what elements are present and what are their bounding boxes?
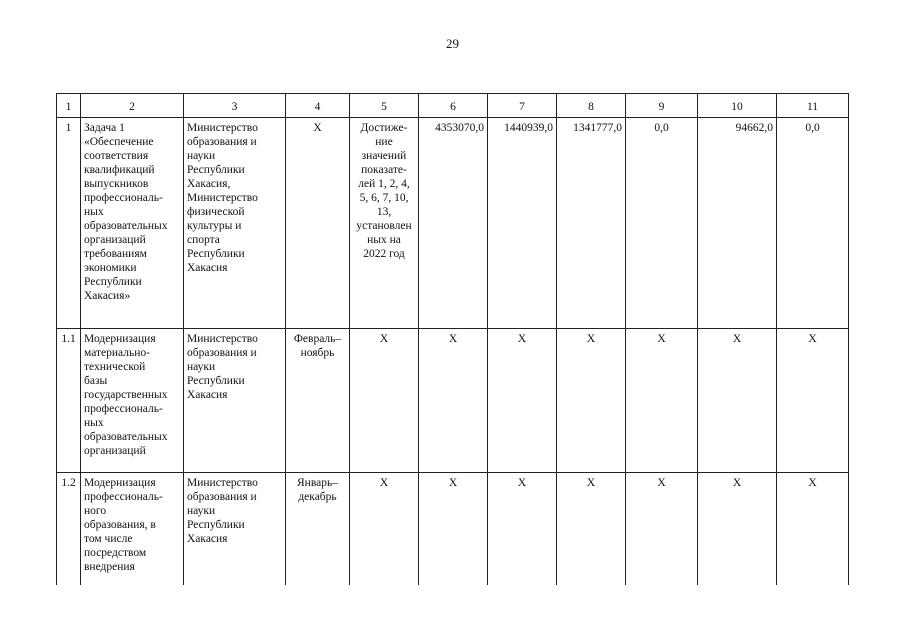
row-number-cell: 1 [57,118,81,329]
value-cell-6: Х [419,473,488,586]
value-cell-9: Х [626,329,698,473]
executor-cell: Министерство образования и науки Республики Хакасия [184,473,286,586]
executor-cell: Министерство образования и науки Республики Хакасия, Министерство физической культуры и спорта Республики Хакасия [184,118,286,329]
value-cell-7: 1440939,0 [488,118,557,329]
header-cell-6: 6 [419,94,488,118]
value-cell-11: 0,0 [777,118,849,329]
value-cell-11: Х [777,473,849,586]
value-cell-8: Х [557,473,626,586]
result-cell: Достиже- ние значений показате- лей 1, 2, 4, 5, 6, 7, 10, 13, установлен ных на 2022 год [350,118,419,329]
task-name-cell: Задача 1 «Обеспечение соответствия квалификаций выпускников профессиональ- ных образовательных организаций требованиям экономики Республики Хакасия» [81,118,184,329]
header-cell-7: 7 [488,94,557,118]
result-cell: Х [350,473,419,586]
period-cell: Январь– декабрь [286,473,350,586]
value-cell-8: Х [557,329,626,473]
header-row [57,94,849,118]
header-cell-1: 1 [57,94,81,118]
task-name-cell: Модернизация профессиональ- ного образования, в том числе посредством внедрения [81,473,184,586]
result-cell: Х [350,329,419,473]
row-number-cell: 1.2 [57,473,81,586]
header-cell-2: 2 [81,94,184,118]
table-row [57,329,849,473]
task-name-cell: Модернизация материально- технической базы государственных профессиональ- ных образовательных организаций [81,329,184,473]
table-row [57,118,849,329]
header-cell-11: 11 [777,94,849,118]
value-cell-6: Х [419,329,488,473]
header-cell-4: 4 [286,94,350,118]
value-cell-11: Х [777,329,849,473]
header-cell-10: 10 [698,94,777,118]
row-number-cell: 1.1 [57,329,81,473]
executor-cell: Министерство образования и науки Республики Хакасия [184,329,286,473]
value-cell-7: Х [488,329,557,473]
value-cell-10: 94662,0 [698,118,777,329]
program-table [56,93,849,585]
period-cell: Х [286,118,350,329]
value-cell-6: 4353070,0 [419,118,488,329]
header-cell-3: 3 [184,94,286,118]
value-cell-9: Х [626,473,698,586]
value-cell-10: Х [698,473,777,586]
table-row [57,473,849,586]
page-number: 29 [446,36,459,51]
header-cell-9: 9 [626,94,698,118]
value-cell-10: Х [698,329,777,473]
period-cell: Февраль– ноябрь [286,329,350,473]
header-cell-5: 5 [350,94,419,118]
value-cell-7: Х [488,473,557,586]
value-cell-8: 1341777,0 [557,118,626,329]
header-cell-8: 8 [557,94,626,118]
value-cell-9: 0,0 [626,118,698,329]
